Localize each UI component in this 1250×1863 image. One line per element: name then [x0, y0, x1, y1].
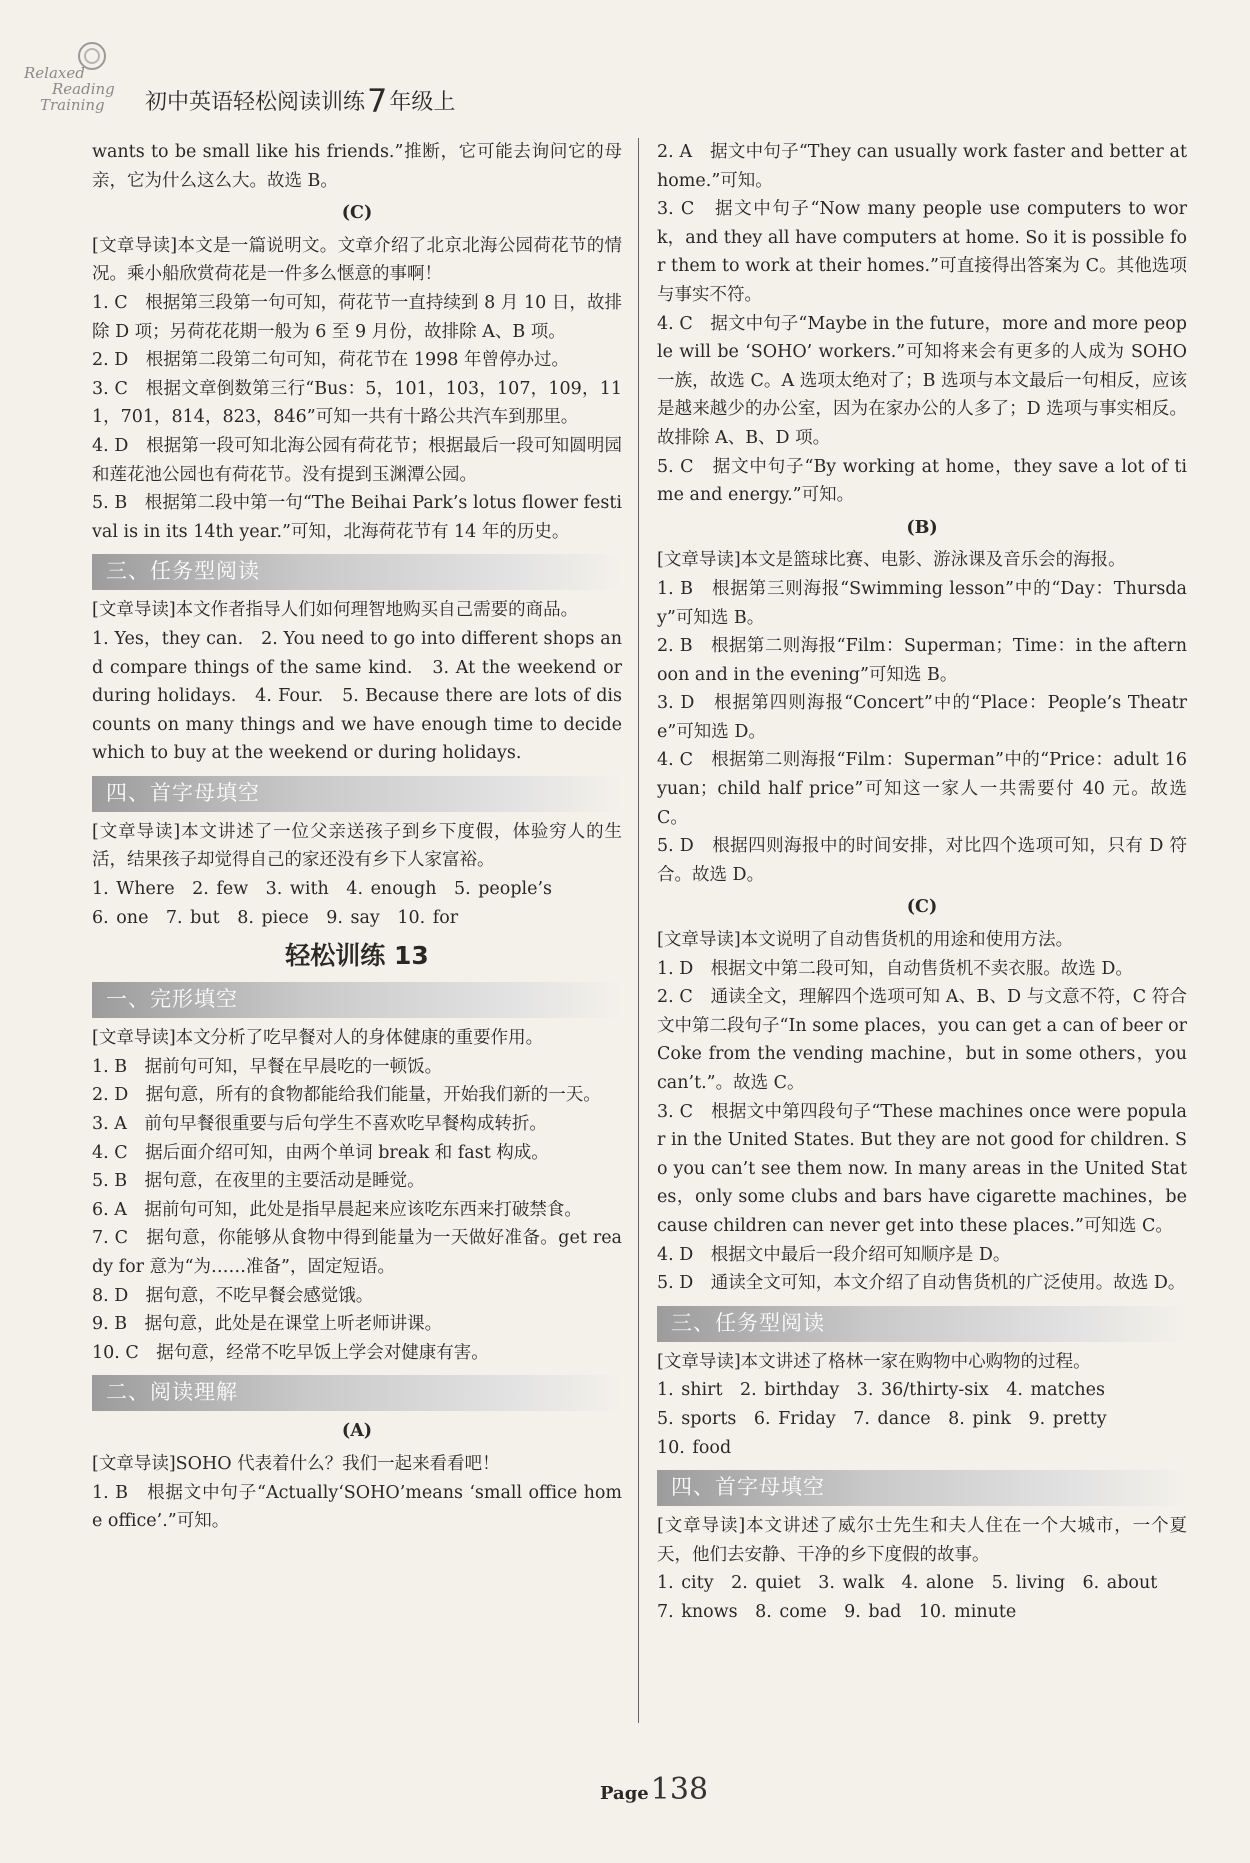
- section-banner-initial-fill: [92, 776, 622, 812]
- book-title: [145, 82, 455, 120]
- answer-item: 1. D 根据文中第二段可知，自动售货机不卖衣服。故选 D。: [657, 958, 1133, 979]
- task-answers: 1. Yes，they can. 2. You need to go into different shops and compare things of the same kind. 3. At the weekend or during holidays. 4. Four. 5. Because there are lots of discounts on many things and we have enough time to decide which to buy at the weekend or during holidays.: [92, 628, 622, 764]
- logo-text-3: Training: [40, 96, 105, 114]
- answer-item: 4. D 根据第一段可知北海公园有荷花节；根据最后一段可知圆明园和莲花池公园也有荷花节。没有提到玉渊潭公园。: [92, 435, 622, 485]
- banner-label: 二、阅读理解: [106, 1380, 238, 1405]
- answer-item: 7. C 据句意，你能够从食物中得到能量为一天做好准备。get ready for 意为“为……准备”，固定短语。: [92, 1228, 622, 1277]
- section-banner-cloze: [92, 982, 622, 1018]
- section-b-label: (B): [906, 517, 938, 538]
- page-number: 138: [650, 1772, 709, 1807]
- task-answers-row: 10. food: [657, 1437, 732, 1458]
- answer-item: 5. C 据文中句子“By working at home，they save a lot of time and energy.”可知。: [657, 456, 1187, 506]
- section-a-label: (A): [341, 1421, 373, 1442]
- answer-item: 5. D 根据四则海报中的时间安排，对比四个选项可知，只有 D 符合。故选 D。: [657, 836, 1187, 885]
- title-part-1: 初中英语轻松阅读训练: [145, 90, 366, 115]
- fill-answers-row: 1. city 2. quiet 3. walk 4. alone 5. living 6. about: [657, 1573, 1158, 1594]
- answer-item: 5. D 通读全文可知，本文介绍了自动售货机的广泛使用。故选 D。: [657, 1273, 1186, 1294]
- banner-label: 一、完形填空: [106, 987, 238, 1012]
- article-guide: [文章导读]本文分析了吃早餐对人的身体健康的重要作用。: [92, 1028, 544, 1049]
- answer-item: 4. C 根据第二则海报“Film：Superman”中的“Price：adult 16 yuan；child half price”可知这一家人一共需要付 40 元。故选 C。: [657, 750, 1187, 828]
- fill-answers-row: 6. one 7. but 8. piece 9. say 10. for: [92, 907, 459, 928]
- section-banner-initial-fill: [657, 1470, 1187, 1506]
- answer-item: 1. B 据前句可知，早餐在早晨吃的一顿饭。: [92, 1056, 443, 1077]
- answer-item: 8. D 据句意，不吃早餐会感觉饿。: [92, 1285, 374, 1306]
- series-logo: [22, 38, 152, 118]
- section-banner-task-reading: [92, 554, 622, 590]
- article-guide: [文章导读]本文说明了自动售货机的用途和使用方法。: [657, 930, 1074, 951]
- article-guide: [文章导读]本文作者指导人们如何理智地购买自己需要的商品。: [92, 600, 579, 621]
- fill-answers-row: 1. Where 2. few 3. with 4. enough 5. people’s: [92, 879, 553, 900]
- answer-item: 10. C 据句意，经常不吃早饭上学会对健康有害。: [92, 1342, 489, 1363]
- answer-item: 2. D 根据第二段第二句可知，荷花节在 1998 年曾停办过。: [92, 350, 569, 371]
- answer-item: 6. A 据前句可知，此处是指早晨起来应该吃东西来打破禁食。: [92, 1199, 582, 1220]
- logo-text-2: Reading: [52, 80, 115, 98]
- answer-item: 2. A 据文中句子“They can usually work faster and better at home.”可知。: [657, 142, 1187, 191]
- column-divider: [638, 138, 639, 1723]
- answer-continued: wants to be small like his friends.”推断，它可能去询问它的母亲，它为什么这么大。故选 B。: [92, 142, 622, 191]
- answer-item: 2. C 通读全文，理解四个选项可知 A、B、D 与文意不符，C 符合文中第二段句子“In some places，you can get a can of beer or Coke from the vending machine，but in some others，you can’t.”。故选 C。: [657, 987, 1187, 1093]
- article-guide: [文章导读]本文讲述了一位父亲送孩子到乡下度假，体验穷人的生活，结果孩子却觉得自己的家还没有乡下人家富裕。: [92, 821, 622, 871]
- answer-item: 3. C 根据文章倒数第三行“Bus：5，101，103，107，109，111，701，814，823，846”可知一共有十路公共汽车到那里。: [92, 378, 622, 428]
- banner-label: 四、首字母填空: [671, 1475, 825, 1500]
- article-guide: [文章导读]本文是篮球比赛、电影、游泳课及音乐会的海报。: [657, 550, 1126, 571]
- banner-label: 三、任务型阅读: [671, 1310, 825, 1335]
- right-column: [657, 138, 1187, 1627]
- page-footer: [600, 1772, 708, 1807]
- article-guide: [文章导读]本文讲述了威尔士先生和夫人住在一个大城市，一个夏天，他们去安静、干净的乡下度假的故事。: [657, 1516, 1187, 1565]
- task-answers-row: 5. sports 6. Friday 7. dance 8. pink 9. pretty: [657, 1408, 1107, 1429]
- article-guide: [文章导读]本文是一篇说明文。文章介绍了北京北海公园荷花节的情况。乘小船欣赏荷花是一件多么惬意的事啊！: [92, 235, 622, 285]
- article-guide: [文章导读]本文讲述了格林一家在购物中心购物的过程。: [657, 1351, 1091, 1372]
- answer-item: 2. D 据句意，所有的食物都能给我们能量，开始我们新的一天。: [92, 1085, 601, 1106]
- section-banner-task-reading: [657, 1306, 1187, 1342]
- banner-label: 三、任务型阅读: [106, 559, 260, 584]
- article-guide: [文章导读]SOHO 代表着什么？我们一起来看看吧！: [92, 1453, 500, 1474]
- logo-text-1: Relaxed: [24, 64, 85, 82]
- banner-label: 四、首字母填空: [106, 780, 260, 805]
- answer-item: 3. D 根据第四则海报“Concert”中的“Place：People’s Theatre”可知选 D。: [657, 693, 1187, 742]
- answer-item: 4. C 据后面介绍可知，由两个单词 break 和 fast 构成。: [92, 1142, 549, 1163]
- answer-item: 3. C 根据文中第四段句子“These machines once were popular in the United States. But they are not good for children. So you can’t see them now. In many areas in the United States，only some clubs and bars have cigarette machines，because children can never get into these places.”可知选 C。: [657, 1101, 1187, 1236]
- task-answers-row: 1. shirt 2. birthday 3. 36/thirty-six 4. matches: [657, 1380, 1105, 1401]
- answer-item: 5. B 据句意，在夜里的主要活动是睡觉。: [92, 1171, 425, 1192]
- left-column: [92, 138, 622, 1536]
- answer-item: 9. B 据句意，此处是在课堂上听老师讲课。: [92, 1314, 443, 1335]
- answer-item: 4. C 据文中句子“Maybe in the future，more and more people will be ‘SOHO’ workers.”可知将来会有更多的人成为 SOHO 一族，故选 C。A 选项太绝对了；B 选项与本文最后一句相反，应该是越来越少的办公室，因为在家办公的人多了；D 选项与事实相反。故排除 A、B、D 项。: [657, 313, 1187, 448]
- answer-item: 1. B 根据第三则海报“Swimming lesson”中的“Day：Thursday”可知选 B。: [657, 578, 1187, 628]
- answer-item: 2. B 根据第二则海报“Film：Superman；Time：in the afternoon and in the evening”可知选 B。: [657, 636, 1187, 685]
- title-part-2: 年级上: [389, 90, 456, 115]
- answer-item: 4. D 根据文中最后一段介绍可知顺序是 D。: [657, 1244, 1011, 1265]
- section-banner-reading: [92, 1375, 622, 1411]
- answer-item: 5. B 根据第二段中第一句“The Beihai Park’s lotus flower festival is in its 14th year.”可知，北海荷花节有 14 年的历史。: [92, 493, 622, 542]
- grade-number: 7: [367, 82, 388, 120]
- answer-item: 1. C 根据第三段第一句可知，荷花节一直持续到 8 月 10 日，故排除 D 项；另荷花花期一般为 6 至 9 月份，故排除 A、B 项。: [92, 292, 622, 342]
- answer-item: 3. C 据文中句子“Now many people use computers to work，and they all have computers at home. So it is possible for them to work at their homes.”可直接得出答案为 C。其他选项与事实不符。: [657, 199, 1187, 305]
- answer-item: 1. B 根据文中句子“Actually‘SOHO’means ‘small office home office’.”可知。: [92, 1482, 622, 1532]
- section-c-label: (C): [341, 203, 373, 224]
- logo-graphic: [22, 38, 152, 118]
- lesson-title: 轻松训练 13: [285, 941, 429, 971]
- page-label: Page: [600, 1783, 649, 1804]
- fill-answers-row: 7. knows 8. come 9. bad 10. minute: [657, 1601, 1017, 1622]
- section-c-label: (C): [906, 897, 938, 918]
- answer-item: 3. A 前句早餐很重要与后句学生不喜欢吃早餐构成转折。: [92, 1114, 547, 1135]
